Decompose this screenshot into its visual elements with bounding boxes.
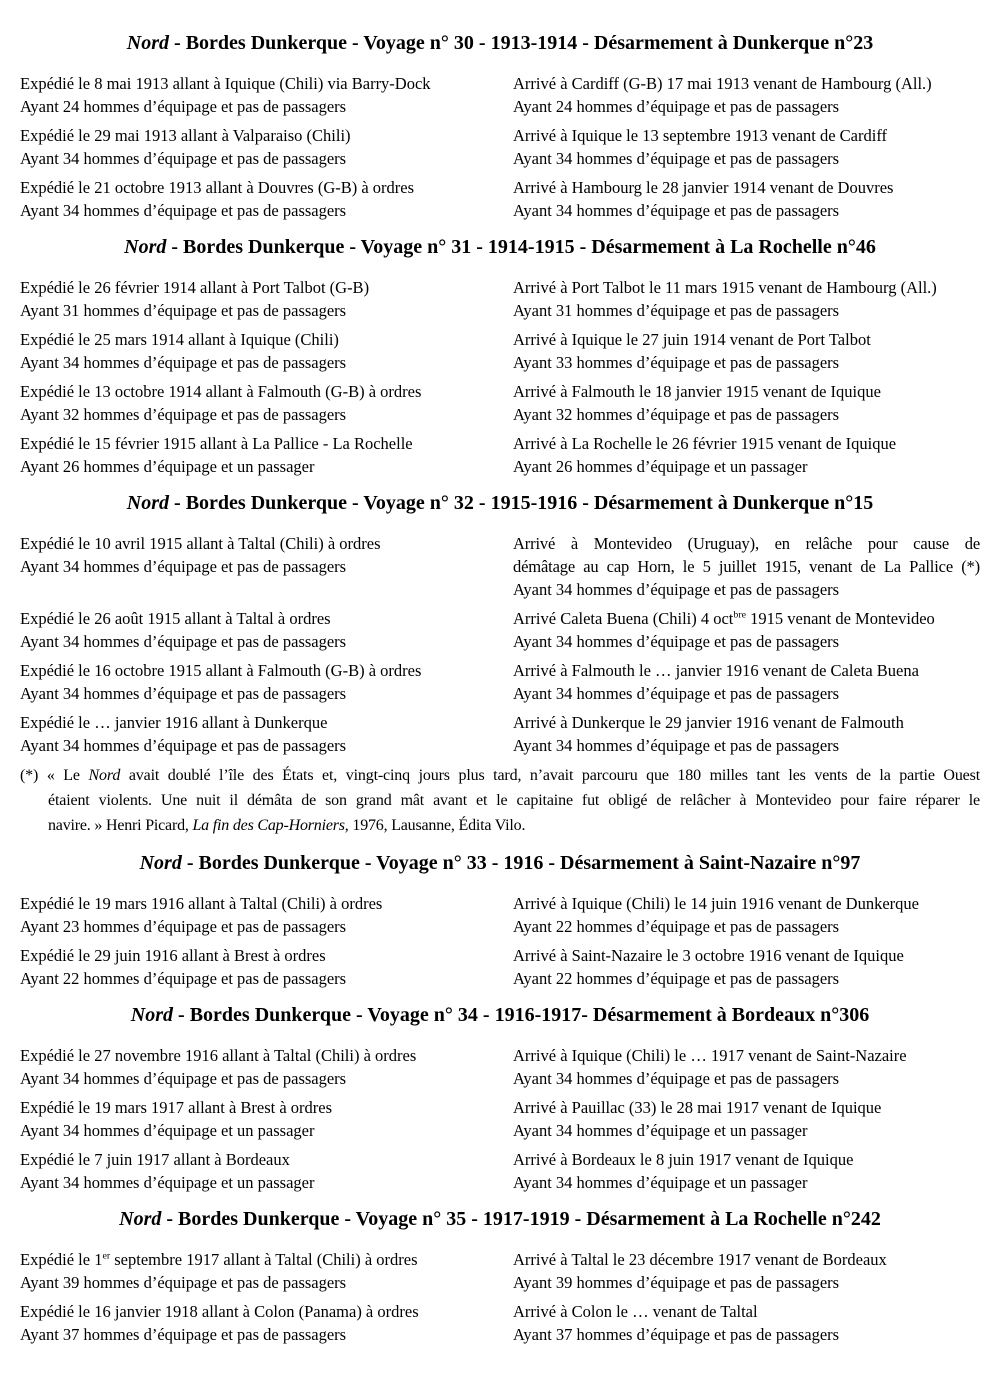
voyage-entry	[20, 711, 980, 757]
departure-line: Expédié le 29 juin 1916 allant à Brest à ordres	[20, 946, 326, 965]
crew-line: Ayant 24 hommes d’équipage et pas de passagers	[20, 97, 347, 116]
departure-cell	[20, 1148, 487, 1194]
voyage-entry	[20, 72, 980, 118]
arrival-line: Arrivé à Taltal le 23 décembre 1917 venant de Bordeaux	[513, 1250, 887, 1269]
departure-cell	[20, 432, 487, 478]
crew-line: Ayant 34 hommes d’équipage et pas de passagers	[20, 632, 347, 651]
voyage-entry	[20, 432, 980, 478]
arrival-line: Arrivé à Dunkerque le 29 janvier 1916 venant de Falmouth	[513, 713, 904, 732]
arrival-line: Arrivé Caleta Buena (Chili) 4 oct$^{bre}$ 1915 venant de Montevideo	[513, 609, 935, 628]
arrival-cell	[513, 659, 980, 705]
departure-line: Expédié le 21 octobre 1913 allant à Douvres (G-B) à ordres	[20, 178, 415, 197]
departure-line: Expédié le 1er septembre 1917 allant à Taltal (Chili) à ordres	[20, 1250, 418, 1269]
arrival-cell	[513, 328, 980, 374]
voyage-entry	[20, 380, 980, 426]
voyage-heading: Nord - Bordes Dunkerque - Voyage n° 35 - 1917-1919 - Désarmement à La Rochelle n°242	[119, 1208, 881, 1230]
voyage-section-34	[20, 1002, 980, 1194]
crew-line: Ayant 34 hommes d’équipage et un passager	[513, 1121, 808, 1140]
voyage-entry	[20, 944, 980, 990]
departure-cell	[20, 532, 487, 601]
arrival-cell	[513, 607, 980, 653]
arrival-cell	[513, 1096, 980, 1142]
footnote	[20, 763, 980, 838]
crew-line: Ayant 24 hommes d’équipage et pas de passagers	[513, 97, 840, 116]
voyage-entry	[20, 532, 980, 601]
voyage-entry	[20, 607, 980, 653]
crew-line: Ayant 23 hommes d’équipage et pas de passagers	[20, 917, 347, 936]
crew-line: Ayant 34 hommes d’équipage et pas de passagers	[513, 201, 840, 220]
crew-line: Ayant 34 hommes d’équipage et pas de passagers	[20, 149, 347, 168]
arrival-line: Arrivé à Montevideo (Uruguay), en relâche pour cause de	[513, 534, 980, 553]
voyage-section-31	[20, 234, 980, 478]
arrival-cell	[513, 276, 980, 322]
arrival-cell	[513, 72, 980, 118]
voyage-heading: Nord - Bordes Dunkerque - Voyage n° 30 - 1913-1914 - Désarmement à Dunkerque n°23	[126, 32, 874, 54]
crew-line: Ayant 22 hommes d’équipage et pas de passagers	[20, 969, 347, 988]
departure-line: Expédié le 7 juin 1917 allant à Bordeaux	[20, 1150, 290, 1169]
crew-line: Ayant 34 hommes d’équipage et un passager	[513, 1173, 808, 1192]
departure-cell	[20, 276, 487, 322]
departure-cell	[20, 659, 487, 705]
departure-line: Expédié le 8 mai 1913 allant à Iquique (Chili) via Barry-Dock	[20, 74, 431, 93]
voyage-section-33	[20, 850, 980, 990]
voyage-section-35	[20, 1206, 980, 1346]
arrival-line: Arrivé à Colon le … venant de Taltal	[513, 1302, 758, 1321]
crew-line: Ayant 37 hommes d’équipage et pas de passagers	[513, 1325, 840, 1344]
crew-line: Ayant 34 hommes d’équipage et pas de passagers	[513, 632, 840, 651]
departure-cell	[20, 176, 487, 222]
departure-line: Expédié le 10 avril 1915 allant à Taltal (Chili) à ordres	[20, 534, 381, 553]
voyage-heading: Nord - Bordes Dunkerque - Voyage n° 31 - 1914-1915 - Désarmement à La Rochelle n°46	[124, 236, 876, 258]
crew-line: Ayant 34 hommes d’équipage et pas de passagers	[20, 736, 347, 755]
crew-line: Ayant 32 hommes d’équipage et pas de passagers	[513, 405, 840, 424]
departure-cell	[20, 944, 487, 990]
arrival-cell	[513, 892, 980, 938]
arrival-cell	[513, 1044, 980, 1090]
voyage-entry	[20, 124, 980, 170]
crew-line: Ayant 39 hommes d’équipage et pas de passagers	[20, 1273, 347, 1292]
departure-line: Expédié le … janvier 1916 allant à Dunkerque	[20, 713, 328, 732]
crew-line: Ayant 34 hommes d’équipage et pas de passagers	[513, 736, 840, 755]
crew-line: Ayant 26 hommes d’équipage et un passager	[513, 457, 808, 476]
crew-line: Ayant 34 hommes d’équipage et pas de passagers	[20, 684, 347, 703]
voyage-entry	[20, 892, 980, 938]
footnote-line: étaient violents. Une nuit il démâta de son grand mât avant et le capitaine fut obligé de relâcher à Montevideo pour faire réparer le	[48, 792, 980, 809]
crew-line: Ayant 34 hommes d’équipage et pas de passagers	[20, 353, 347, 372]
departure-line: Expédié le 15 février 1915 allant à La Pallice - La Rochelle	[20, 434, 413, 453]
arrival-cell	[513, 176, 980, 222]
departure-cell	[20, 892, 487, 938]
arrival-cell	[513, 1300, 980, 1346]
departure-cell	[20, 380, 487, 426]
voyage-heading: Nord - Bordes Dunkerque - Voyage n° 34 - 1916-1917- Désarmement à Bordeaux n°306	[130, 1004, 870, 1026]
arrival-cell	[513, 1148, 980, 1194]
departure-cell	[20, 711, 487, 757]
arrival-line: Arrivé à Iquique le 27 juin 1914 venant de Port Talbot	[513, 330, 871, 349]
voyage-entry	[20, 276, 980, 322]
crew-line: Ayant 34 hommes d’équipage et pas de passagers	[20, 557, 347, 576]
arrival-line: Arrivé à Saint-Nazaire le 3 octobre 1916 venant de Iquique	[513, 946, 904, 965]
crew-line: Ayant 34 hommes d’équipage et un passager	[20, 1173, 315, 1192]
voyage-entry	[20, 328, 980, 374]
crew-line: Ayant 22 hommes d’équipage et pas de passagers	[513, 969, 840, 988]
voyage-entry	[20, 659, 980, 705]
voyage-entry	[20, 1300, 980, 1346]
departure-cell	[20, 1096, 487, 1142]
crew-line: Ayant 34 hommes d’équipage et pas de passagers	[20, 1069, 347, 1088]
crew-line: Ayant 32 hommes d’équipage et pas de passagers	[20, 405, 347, 424]
arrival-line: Arrivé à Hambourg le 28 janvier 1914 venant de Douvres	[513, 178, 894, 197]
arrival-line: Arrivé à Iquique (Chili) le … 1917 venant de Saint-Nazaire	[513, 1046, 907, 1065]
arrival-cell	[513, 380, 980, 426]
arrival-line: Arrivé à Iquique (Chili) le 14 juin 1916 venant de Dunkerque	[513, 894, 919, 913]
voyage-section-32	[20, 490, 980, 838]
crew-line: Ayant 26 hommes d’équipage et un passager	[20, 457, 315, 476]
departure-line: Expédié le 27 novembre 1916 allant à Taltal (Chili) à ordres	[20, 1046, 417, 1065]
arrival-cell	[513, 532, 980, 601]
arrival-line: Arrivé à Port Talbot le 11 mars 1915 venant de Hambourg (All.)	[513, 278, 937, 297]
voyage-section-30	[20, 30, 980, 222]
departure-cell	[20, 1248, 487, 1294]
departure-line: Expédié le 16 octobre 1915 allant à Falmouth (G-B) à ordres	[20, 661, 422, 680]
departure-cell	[20, 72, 487, 118]
departure-line: Expédié le 13 octobre 1914 allant à Falmouth (G-B) à ordres	[20, 382, 422, 401]
voyage-entry	[20, 176, 980, 222]
crew-line: Ayant 34 hommes d’équipage et pas de passagers	[513, 1069, 840, 1088]
departure-cell	[20, 1300, 487, 1346]
crew-line: Ayant 34 hommes d’équipage et pas de passagers	[513, 684, 840, 703]
departure-line: Expédié le 25 mars 1914 allant à Iquique (Chili)	[20, 330, 339, 349]
crew-line: Ayant 31 hommes d’équipage et pas de passagers	[20, 301, 347, 320]
crew-line: Ayant 33 hommes d’équipage et pas de passagers	[513, 353, 840, 372]
arrival-line: Arrivé à Falmouth le 18 janvier 1915 venant de Iquique	[513, 382, 881, 401]
crew-line: Ayant 34 hommes d’équipage et pas de passagers	[513, 149, 840, 168]
departure-cell	[20, 124, 487, 170]
voyage-entry	[20, 1044, 980, 1090]
crew-line: Ayant 34 hommes d’équipage et pas de passagers	[513, 580, 840, 599]
crew-line: Ayant 37 hommes d’équipage et pas de passagers	[20, 1325, 347, 1344]
departure-line: Expédié le 26 février 1914 allant à Port Talbot (G-B)	[20, 278, 370, 297]
crew-line: Ayant 31 hommes d’équipage et pas de passagers	[513, 301, 840, 320]
footnote-line: (*) « Le Nord avait doublé l’île des États et, vingt-cinq jours plus tard, n’avait parcouru que 180 milles tant les vents de la partie Ouest	[20, 767, 980, 784]
arrival-cell	[513, 711, 980, 757]
arrival-line: Arrivé à Pauillac (33) le 28 mai 1917 venant de Iquique	[513, 1098, 882, 1117]
crew-line: Ayant 22 hommes d’équipage et pas de passagers	[513, 917, 840, 936]
voyage-heading: Nord - Bordes Dunkerque - Voyage n° 32 - 1915-1916 - Désarmement à Dunkerque n°15	[126, 492, 874, 514]
arrival-line: Arrivé à Iquique le 13 septembre 1913 venant de Cardiff	[513, 126, 888, 145]
departure-cell	[20, 1044, 487, 1090]
arrival-cell	[513, 1248, 980, 1294]
crew-line: Ayant 34 hommes d’équipage et un passager	[20, 1121, 315, 1140]
departure-line: Expédié le 19 mars 1916 allant à Taltal (Chili) à ordres	[20, 894, 383, 913]
departure-line: Expédié le 19 mars 1917 allant à Brest à ordres	[20, 1098, 333, 1117]
crew-line: Ayant 34 hommes d’équipage et pas de passagers	[20, 201, 347, 220]
departure-cell	[20, 607, 487, 653]
footnote-line: navire. » Henri Picard, La fin des Cap-Horniers, 1976, Lausanne, Édita Vilo.	[48, 817, 526, 834]
arrival-cell	[513, 944, 980, 990]
arrival-cell	[513, 432, 980, 478]
voyage-entry	[20, 1096, 980, 1142]
arrival-line: Arrivé à Bordeaux le 8 juin 1917 venant de Iquique	[513, 1150, 854, 1169]
departure-line: Expédié le 26 août 1915 allant à Taltal à ordres	[20, 609, 331, 628]
departure-cell	[20, 328, 487, 374]
arrival-cell	[513, 124, 980, 170]
departure-line: Expédié le 16 janvier 1918 allant à Colon (Panama) à ordres	[20, 1302, 419, 1321]
arrival-line: démâtage au cap Horn, le 5 juillet 1915, venant de La Pallice (*)	[513, 557, 980, 576]
voyage-heading: Nord - Bordes Dunkerque - Voyage n° 33 - 1916 - Désarmement à Saint-Nazaire n°97	[139, 852, 861, 874]
voyage-entry	[20, 1148, 980, 1194]
arrival-line: Arrivé à Cardiff (G-B) 17 mai 1913 venant de Hambourg (All.)	[513, 74, 932, 93]
voyage-entry	[20, 1248, 980, 1294]
arrival-line: Arrivé à Falmouth le … janvier 1916 venant de Caleta Buena	[513, 661, 919, 680]
departure-line: Expédié le 29 mai 1913 allant à Valparaiso (Chili)	[20, 126, 351, 145]
arrival-line: Arrivé à La Rochelle le 26 février 1915 venant de Iquique	[513, 434, 897, 453]
crew-line: Ayant 39 hommes d’équipage et pas de passagers	[513, 1273, 840, 1292]
